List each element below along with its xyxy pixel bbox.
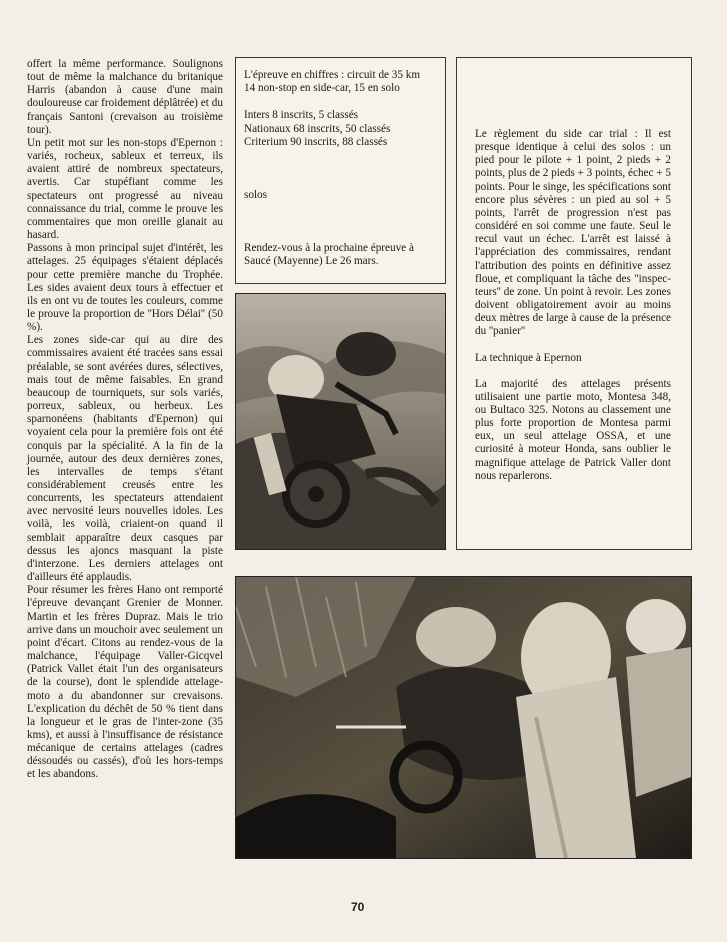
paragraph: Pour résumer les frères Hano ont remporté l'épreuve devançant Grenier de Monner. Martin et les frères Dupraz. Mais le trio arrive dans un mouchoir avec seulement un point d'écart. Citons au rendez-vous de la malchance, l'équipage Valler-Gicqvel (Patrick Vallet était l'un des organisateurs de la course), dont le splendide attelage-moto a du abandonner sur crevaisons. L'explication du déchêt de 50 % tient dans la longueur et le gras de l'inter-zone (35 kms), et aussi à l'insuffisance de résistance mécanique de certains attelages (cadres déssoudés ou cassés), d'où les hors-temps et les abandons. bbox=[27, 584, 223, 781]
paragraph: Les zones side-car qui au dire des commissaires avaient été tracées sans essai préalable, se sont avérées dures, sélectives, mais tout de même faisables. En grand beaucoup de tourniquets, sur sols variés, porreux, sableux, ou herbeux. Les sparnonéens (habitants d'Epernon) qui voyaient cela pour la première fois ont été conquis par la spécialité. A la fin de la journée, autour des deux dernières zones, les intervalles de temps s'étant considérablement creusés entre les concurrents, les spectateurs attendaient avec nervosité leurs nouvelles idoles. Les voilà, les voilà, criaient-on quand il semblait apparaître deux casques par dessus les ajoncs masquant la piste d'interzone. Les derniers attelages ont d'ailleurs été applaudis. bbox=[27, 334, 223, 584]
paragraph: Passons à mon principal sujet d'intérêt, les attelages. 25 équipages s'étaient déplacés pour cette première manche du Trophée. Les sides avaient deux tours à effectuer et ils en ont vu de toutes les couleurs, comme le prouve la proportion de ''Hors Délai'' (50 %). bbox=[27, 242, 223, 334]
event-figures-box bbox=[235, 57, 446, 284]
technique-paragraph: La majorité des attelages présents utilisaient une partie moto, Montesa 348, ou Bultaco 325. Notons au classement une plus forte proportion de Montesa parmi eux, un seul attelage OSSA, et une curiosité à moteur Honda, sans oublier le magnifique attelage de Patrick Valler dont nous reparlerons. bbox=[475, 377, 671, 482]
sidecar-photo-bottom bbox=[235, 576, 692, 859]
paragraph: Un petit mot sur les non-stops d'Epernon : variés, rocheux, sableux et terreux, ils avaient attiré de nombreux spectateurs, avertis. Car stupéfiant comme les spectateurs ont progressé au niveau connaissance du trial, comme le prouve les commentaires que mon oreille glanait au hasard. bbox=[27, 136, 223, 242]
sidecar-push-image bbox=[236, 577, 691, 858]
nationaux-line: Nationaux 68 inscrits, 50 classés bbox=[244, 122, 391, 135]
rules-paragraph: Le règlement du side car trial : Il est presque identique à celui des solos : un pied pour le pilote + 1 point, 2 pieds + 2 points, plus de 2 pieds + 3 points, échec + 5 points. Pour le singe, les spécifications sont encore plus sévères : un pied au sol + 5 points, l'arrêt de progression n'est pas considéré en soi comme une faute. Seul le recul vaut un échec. L'arrêt est laissé à l'appréciation des commissaires, rendant l'attribution des points en définitive assez floue, et compliquant la tâche des ''inspecteurs'' de zone. Un point à revoir. Les zones doivent obligatoirement avoir au moins deux mètres de large à cause de la présence du ''panier'' bbox=[475, 128, 671, 338]
rules-box bbox=[456, 57, 692, 550]
inters-line: Inters 8 inscrits, 5 classés bbox=[244, 109, 359, 122]
paragraph: offert la même performance. Soulignons tout de même la malchance du britanique Harris (abandon à cause d'une main douloureuse car froidement déplâtrée) et du français Santoni (crevaison au troisième tour). bbox=[27, 58, 223, 136]
technique-subheading: La technique à Epernon bbox=[475, 351, 582, 364]
criterium-line: Criterium 90 inscrits, 88 classés bbox=[244, 135, 388, 148]
next-event-line: Rendez-vous à la prochaine épreuve à Saucé (Mayenne) Le 26 mars. bbox=[244, 242, 414, 268]
sidecar-climb-image bbox=[236, 294, 445, 549]
page-number: 70 bbox=[351, 900, 365, 914]
left-article-column bbox=[27, 58, 223, 782]
sidecar-photo-top bbox=[235, 293, 446, 550]
box-heading: L'épreuve en chiffres : circuit de 35 km bbox=[244, 69, 421, 81]
solos-label: solos bbox=[244, 189, 268, 202]
nonstop-line: 14 non-stop en side-car, 15 en solo bbox=[244, 82, 400, 95]
